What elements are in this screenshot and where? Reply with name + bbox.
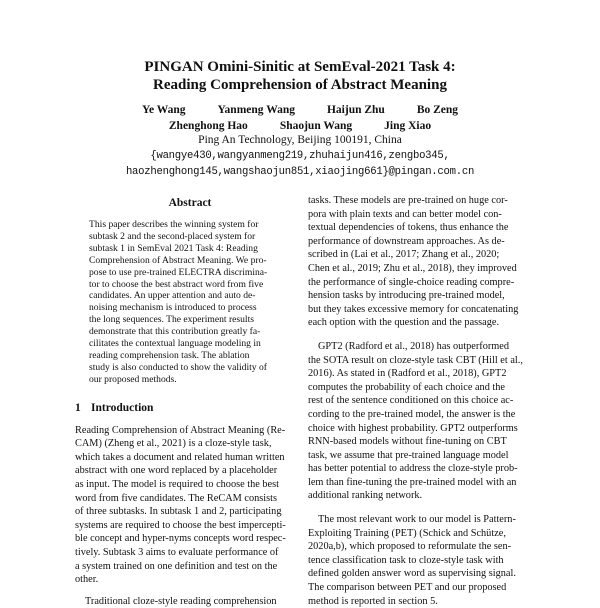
text-line: the performance of single-choice reading compre- [308,276,515,288]
text-line: hension tasks by introducing pre-trained model, [308,290,505,302]
text-line: textual dependencies of tokens, thus enhance the [308,222,509,234]
abstract-line: tor to choose the best abstract word from five [89,278,264,290]
text-line: 2016). As stated in (Radford et al., 2018), GPT2 [308,368,507,380]
email-line-2: haozhenghong145,wangshaojun851,xiaojing661}@pingan.com.cn [125,166,475,178]
text-line: has better potential to address the cloze-style prob- [308,463,518,475]
author-name: Haijun Zhu [326,104,385,116]
author-name: Jing Xiao [384,120,432,132]
right-paragraph-2 [308,340,530,503]
text-line: ble concept and hyper-nyms concepts word respec- [75,533,286,545]
right-column [308,194,530,608]
text-line: word from five candidates. The ReCAM consists [75,492,277,504]
left-column [75,196,295,608]
abstract-line: subtask 2 and the second-placed system for [89,230,256,242]
right-paragraph-1 [308,194,530,330]
abstract-line: This paper describes the winning system for [89,219,259,230]
text-line: but they takes excessive memory for concatenating [308,303,519,315]
text-line: performance of downstream approaches. As de- [308,235,505,247]
text-line: The most relevant work to our model is Pattern- [318,514,516,526]
text-line: method is reported in section 5. [308,595,438,607]
abstract-heading: Abstract [168,197,212,209]
author-name: Bo Zeng [416,104,459,116]
text-line: GPT2 (Radford et al., 2018) has outperformed [318,340,510,352]
intro-paragraph-1 [75,424,295,587]
text-line: defined golden answer word as supervising signal. [308,568,516,580]
section-title: Introduction [91,401,154,414]
text-line: as input. The model is required to choose the best [75,479,279,491]
abstract-line: Comprehension of Abstract Meaning. We pro- [89,254,267,266]
text-line: rest of the sentence conditioned on this choice ac- [308,395,514,407]
affiliation: Ping An Technology, Beijing 100191, China [198,134,402,146]
text-line: each option with the question and the passage. [308,317,500,329]
email-line-1: {wangye430,wangyanmeng219,zhuhaijun416,zengbo345, [150,150,450,162]
abstract-line: cilitates the contextual language modeling in [89,338,261,350]
author-name: Ye Wang [141,104,186,116]
intro-paragraph-2 [75,595,295,608]
text-line: abstract with one word replaced by a placeholder [75,465,278,477]
title-line-2: Reading Comprehension of Abstract Meaning [153,77,447,93]
author-row-2 [0,118,600,134]
section-heading-introduction [75,401,295,415]
right-paragraph-3 [308,513,530,608]
text-line: pora with plain texts and can better model con- [308,208,502,220]
text-line: Reading Comprehension of Abstract Meaning (Re- [75,424,286,436]
paper-title [0,58,600,94]
author-row-1 [0,102,600,118]
section-number: 1 [75,401,81,414]
abstract-line: noising mechanism is introduced to process [89,302,257,314]
abstract-text [89,219,287,386]
text-line: The comparison between PET and our proposed [308,582,507,594]
text-line: computes the probability of each choice and the [308,381,505,393]
text-line: Exploiting Training (PET) (Schick and Schütze, [308,527,506,539]
text-line: scribed in (Lai et al., 2017; Zhang et al., 2020; [308,249,500,261]
title-line-1: PINGAN Omini-Sinitic at SemEval-2021 Task 4: [144,59,456,75]
author-name: Zhenghong Hao [168,120,248,132]
text-line: systems are required to choose the best impercepti- [75,519,286,531]
text-line: additional ranking network. [308,490,423,502]
abstract-line: subtask 1 in SemEval 2021 Task 4: Reading [89,242,258,254]
author-name: Yanmeng Wang [217,104,295,116]
text-line: which takes a document and related human written [75,451,285,463]
text-line: cording to the pre-trained model, the answer is the [308,408,516,420]
author-list [0,102,600,134]
text-line: a system trained on one definition and test on the [75,560,278,572]
email-addresses [0,148,600,180]
abstract-line: demonstrate that this contribution greatly fa- [89,326,261,338]
author-name: Shaojun Wang [279,120,353,132]
text-line: tasks. These models are pre-trained on huge cor- [308,195,508,206]
abstract-line: pose to use pre-trained ELECTRA discrimina- [89,266,268,278]
text-line: tence classification task to cloze-style task with [308,554,504,566]
text-line: CAM) (Zheng et al., 2021) is a cloze-style task, [75,438,272,450]
text-line: task, we assume that pre-trained language model [308,449,509,461]
abstract-line: our proposed methods. [89,373,177,385]
text-line: the SOTA result on cloze-style task CBT (Hill et al., [308,354,523,366]
text-line: Chen et al., 2019; Zhu et al., 2018), they improved [308,262,517,274]
abstract-line: candidates. An upper attention and auto de- [89,290,256,302]
text-line: lem than fine-tuning the pre-trained model with an [308,476,517,488]
text-line: other. [75,574,99,586]
text-line: of three subtasks. In subtask 1 and 2, participating [75,506,282,518]
text-line: choice with highest probability. GPT2 outperforms [308,422,518,434]
text-line: tively. Subtask 3 aims to evaluate performance of [75,547,279,559]
abstract-line: study is also conducted to show the validity of [89,361,267,373]
text-line: RNN-based models without fine-tuning on CBT [308,436,507,448]
text-line: Traditional cloze-style reading comprehension [85,595,277,607]
abstract-line: the long sequences. The experiment results [89,314,255,326]
abstract-line: reading comprehension task. The ablation [89,349,250,361]
text-line: 2020a,b), which proposed to reformulate the sen- [308,541,512,553]
